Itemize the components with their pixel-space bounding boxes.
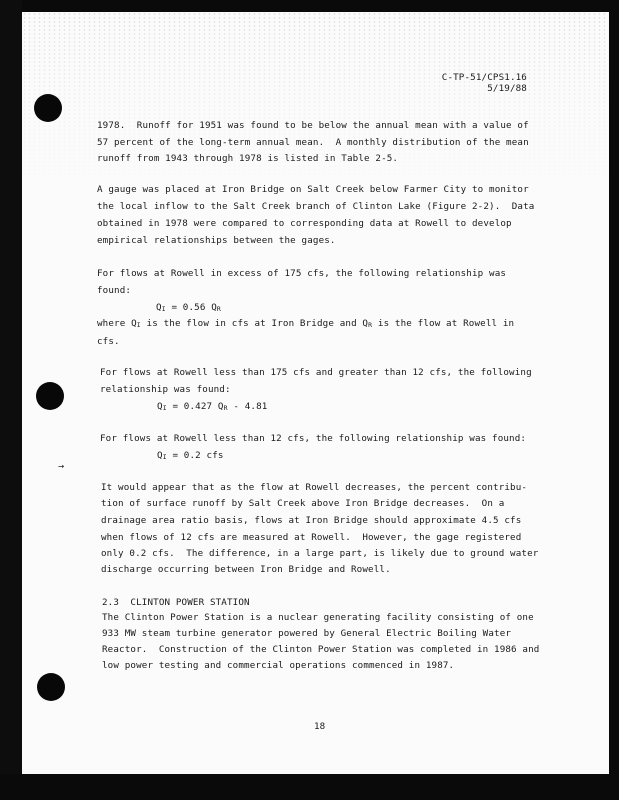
- equation-1: [156, 302, 221, 315]
- paragraph-line: only 0.2 cfs. The difference, in a large part, is likely due to ground water: [101, 548, 539, 559]
- paragraph-line: The Clinton Power Station is a nuclear generating facility consisting of one: [102, 612, 534, 623]
- paragraph-line: A gauge was placed at Iron Bridge on Salt Creek below Farmer City to monitor: [97, 184, 529, 195]
- paragraph-line: 57 percent of the long-term annual mean. A monthly distribution of the mean: [97, 137, 529, 148]
- equation-expression: = 0.2 cfs: [166, 450, 224, 461]
- equation-symbol: Q: [157, 450, 163, 461]
- equation-subscript: R: [223, 404, 228, 412]
- equation-expression: = 0.56 Q: [165, 302, 217, 313]
- punch-hole-middle: [36, 382, 64, 410]
- document-id: C-TP-51/CPS1.16: [441, 72, 527, 83]
- punch-hole-bottom: [37, 673, 65, 701]
- paragraph-line: tion of surface runoff by Salt Creek above Iron Bridge decreases. On a: [101, 498, 505, 509]
- document-date: 5/19/88: [487, 83, 527, 94]
- section-heading: 2.3 CLINTON POWER STATION: [102, 597, 250, 608]
- equation-3: [157, 450, 224, 463]
- definition-line: [97, 318, 514, 331]
- paragraph-line: empirical relationships between the gages.: [97, 235, 336, 246]
- paragraph-line: For flows at Rowell less than 175 cfs and greater than 12 cfs, the following: [100, 367, 532, 378]
- paragraph-line: when flows of 12 cfs are measured at Rowell. However, the gage registered: [101, 532, 522, 543]
- equation-expression: = 0.427 Q: [166, 401, 224, 412]
- margin-arrow-icon: →: [58, 461, 65, 472]
- paragraph-line: found:: [97, 285, 132, 296]
- paragraph-line: Reactor. Construction of the Clinton Power Station was completed in 1986 and: [102, 644, 540, 655]
- text-subscript: R: [368, 321, 373, 329]
- equation-expression: - 4.81: [227, 401, 268, 412]
- paragraph-line: 1978. Runoff for 1951 was found to be below the annual mean with a value of: [97, 120, 529, 131]
- paragraph-line: 933 MW steam turbine generator powered by General Electric Boiling Water: [102, 628, 512, 639]
- text-subscript: I: [136, 321, 141, 329]
- paragraph-line: runoff from 1943 through 1978 is listed in Table 2-5.: [97, 153, 399, 164]
- text-run: where Q: [97, 318, 137, 329]
- paragraph-line: It would appear that as the flow at Rowell decreases, the percent contribu-: [101, 482, 528, 493]
- equation-symbol: Q: [157, 401, 163, 412]
- equation-symbol: Q: [156, 302, 162, 313]
- punch-hole-top: [34, 94, 62, 122]
- paragraph-line: the local inflow to the Salt Creek branch of Clinton Lake (Figure 2-2). Data: [97, 201, 535, 212]
- equation-subscript: I: [162, 404, 167, 412]
- paragraph-line: cfs.: [97, 336, 120, 347]
- scan-border-top: [0, 0, 619, 12]
- paragraph-line: discharge occurring between Iron Bridge and Rowell.: [101, 564, 391, 575]
- text-run: is the flow at Rowell in: [372, 318, 515, 329]
- equation-2: [157, 401, 267, 414]
- scan-noise: [22, 12, 609, 202]
- paragraph-line: For flows at Rowell in excess of 175 cfs, the following relationship was: [97, 268, 507, 279]
- scan-border-left: [0, 0, 22, 800]
- equation-subscript: R: [216, 305, 221, 313]
- scan-border-bottom: [0, 774, 619, 800]
- paragraph-line: obtained in 1978 were compared to corresponding data at Rowell to develop: [97, 218, 512, 229]
- paragraph-line: low power testing and commercial operations commenced in 1987.: [102, 660, 455, 671]
- text-run: is the flow in cfs at Iron Bridge and Q: [140, 318, 369, 329]
- paragraph-line: relationship was found:: [100, 384, 231, 395]
- scan-border-right: [609, 0, 619, 800]
- equation-subscript: I: [162, 453, 167, 461]
- equation-subscript: I: [161, 305, 166, 313]
- paragraph-line: For flows at Rowell less than 12 cfs, the following relationship was found:: [100, 433, 527, 444]
- page-number: 18: [314, 721, 326, 732]
- paragraph-line: drainage area ratio basis, flows at Iron Bridge should approximate 4.5 cfs: [101, 515, 522, 526]
